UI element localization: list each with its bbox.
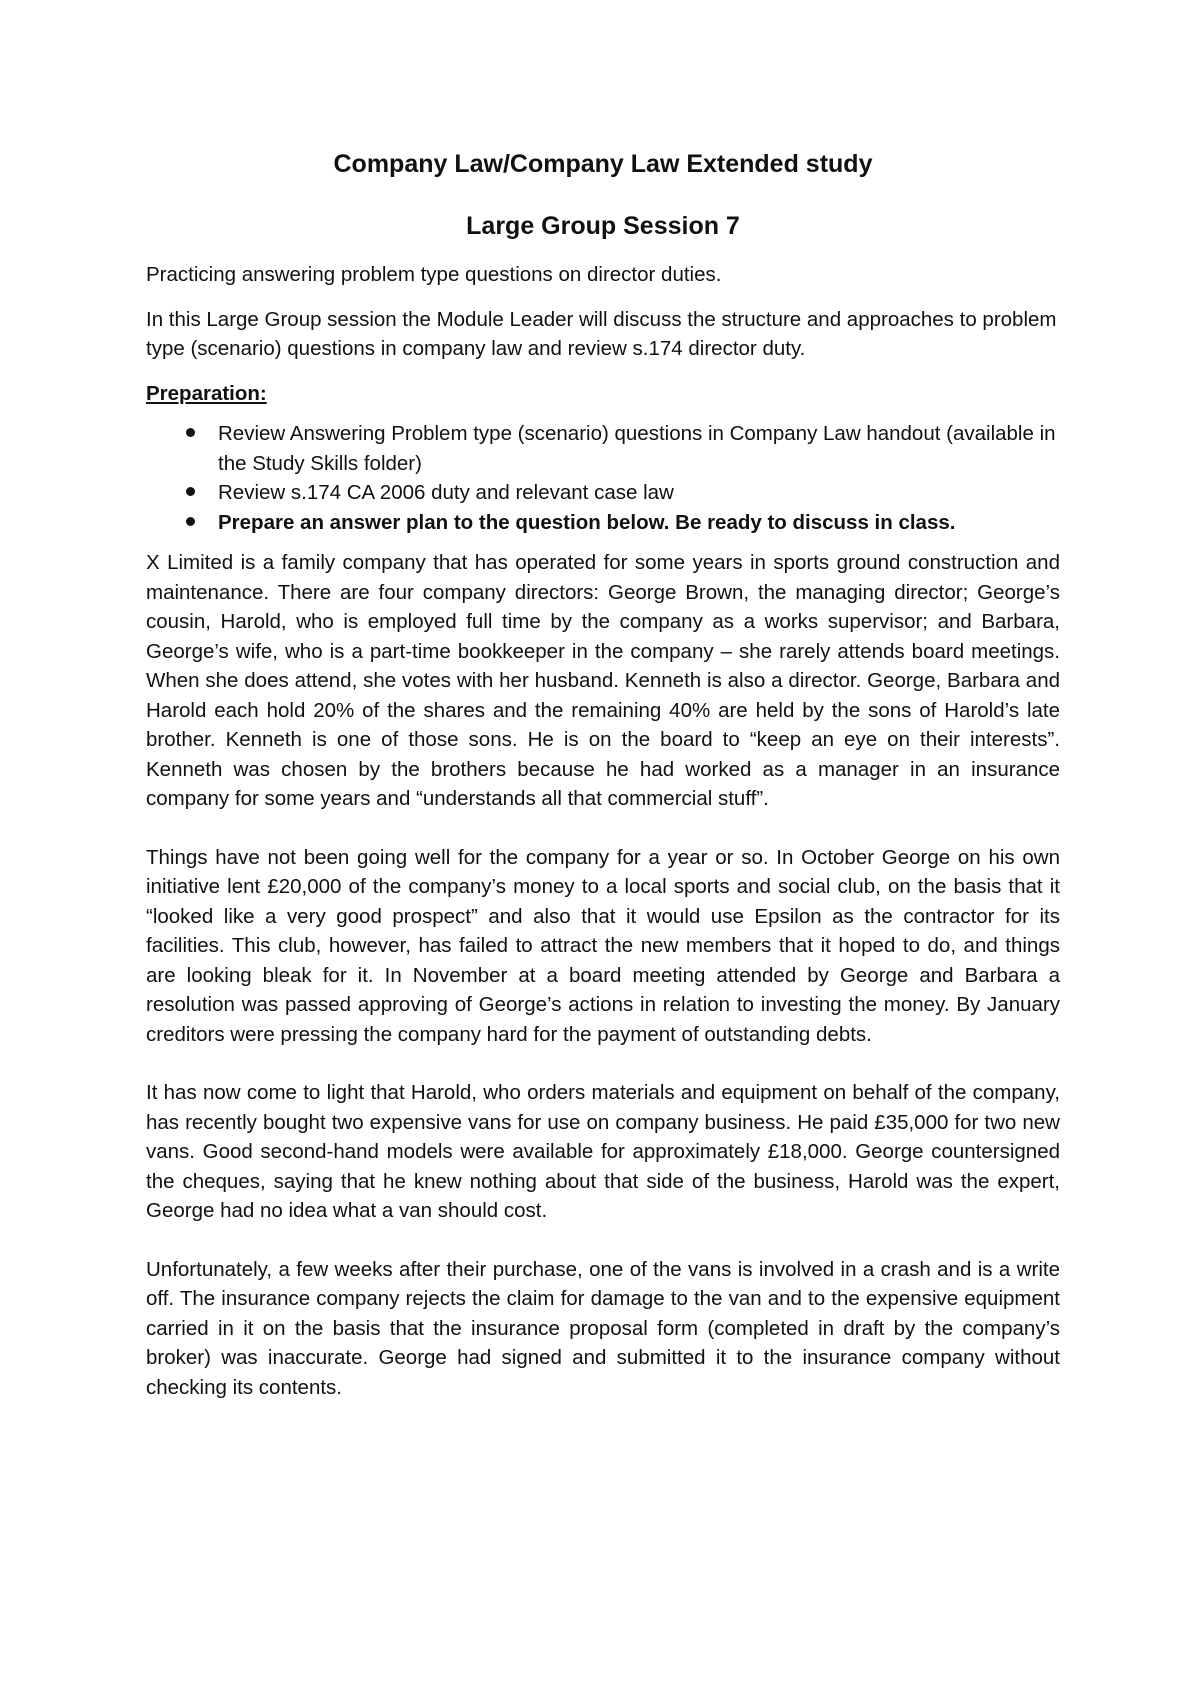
- preparation-item: [146, 508, 1060, 538]
- preparation-item: [146, 478, 1060, 508]
- preparation-item-text: Review s.174 CA 2006 duty and relevant case law: [218, 481, 674, 504]
- scenario-paragraph: X Limited is a family company that has operated for some years in sports ground construction and maintenance. There are four company directors: George Brown, the managing director; George’s cousin, Harold, who is employed full time by the company as a works supervisor; and Barbara, George’s wife, who is a part-time bookkeeper in the company – she rarely attends board meetings. When she does attend, she votes with her husband. Kenneth is also a director. George, Barbara and Harold each hold 20% of the shares and the remaining 40% are held by the sons of Harold’s late brother. Kenneth is one of those sons. He is on the board to “keep an eye on their interests”. Kenneth was chosen by the brothers because he had worked as a manager in an insurance company for some years and “understands all that commercial stuff”.: [146, 551, 1060, 810]
- scenario-paragraph: Unfortunately, a few weeks after their purchase, one of the vans is involved in a crash and is a write off. The insurance company rejects the claim for damage to the van and to the expensive equipment carried in it on the basis that the insurance proposal form (completed in draft by the company’s broker) was inaccurate. George had signed and submitted it to the insurance company without checking its contents.: [146, 1257, 1060, 1399]
- session-title: Large Group Session 7: [466, 212, 740, 240]
- preparation-item: [146, 419, 1060, 478]
- bullet-icon: [186, 517, 195, 526]
- preparation-item-text: Prepare an answer plan to the question below. Be ready to discuss in class.: [218, 510, 956, 534]
- scenario-paragraph: It has now come to light that Harold, who orders materials and equipment on behalf of the company, has recently bought two expensive vans for use on company business. He paid £35,000 for two new vans. Good second-hand models were available for approximately £18,000. George countersigned the cheques, saying that he knew nothing about that side of the business, Harold was the expert, George had no idea what a van should cost.: [146, 1081, 1060, 1222]
- preparation-heading: Preparation:: [146, 381, 267, 405]
- preparation-list: [146, 419, 1060, 537]
- document-title: Company Law/Company Law Extended study: [333, 150, 873, 178]
- bullet-icon: [186, 428, 195, 437]
- document-page: [146, 148, 1060, 1402]
- scenario-paragraph: Things have not been going well for the company for a year or so. In October George on his own initiative lent £20,000 of the company’s money to a local sports and social club, on the basis that it “looked like a very good prospect” and also that it would use Epsilon as the contractor for its facilities. This club, however, has failed to attract the new members that it hoped to do, and things are looking bleak for it. In November at a board meeting attended by George and Barbara a resolution was passed approving of George’s actions in relation to investing the money. By January creditors were pressing the company hard for the payment of outstanding debts.: [146, 845, 1060, 1046]
- bullet-icon: [186, 487, 195, 496]
- intro-line: Practicing answering problem type questions on director duties.: [146, 263, 722, 286]
- intro-paragraph: In this Large Group session the Module Leader will discuss the structure and approaches to problem type (scenario) questions in company law and review s.174 director duty.: [146, 307, 1057, 360]
- preparation-item-text: Review Answering Problem type (scenario) questions in Company Law handout (available in the Study Skills folder): [218, 422, 1056, 475]
